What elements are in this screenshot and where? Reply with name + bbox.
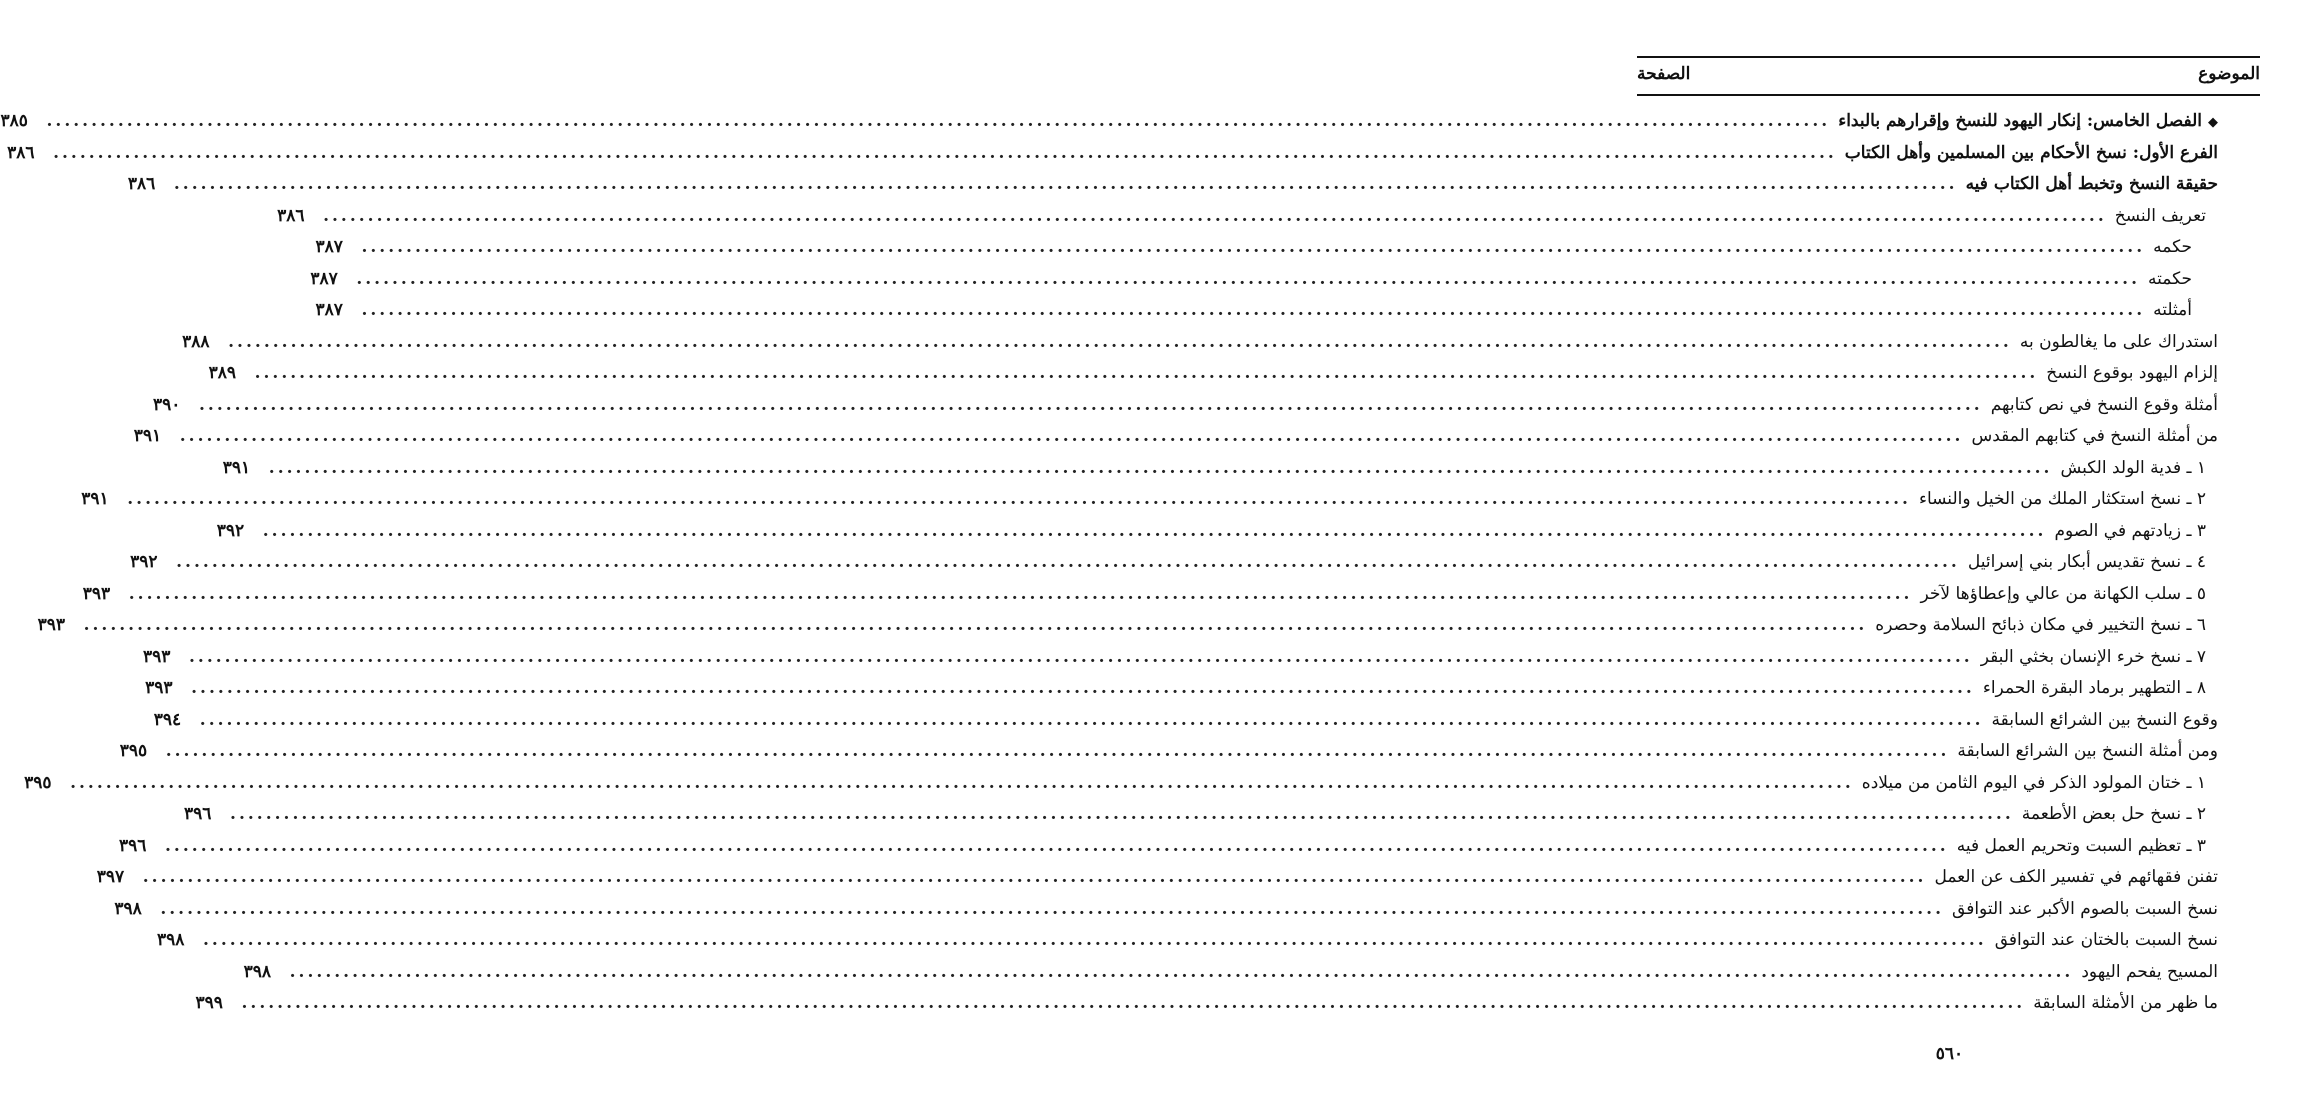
toc-entry-title: ما ظهر من الأمثلة السابقة	[2033, 993, 2218, 1013]
toc-entry-title: أمثلة وقوع النسخ في نص كتابهم	[1990, 394, 2218, 415]
toc-entry	[127, 173, 2218, 205]
toc-entry	[182, 331, 2218, 363]
toc-entry	[133, 425, 2218, 457]
toc-entry-title: نسخ السبت بالختان عند التوافق	[1994, 930, 2218, 950]
toc-entry	[243, 961, 2218, 993]
toc-entry	[195, 992, 2218, 1024]
toc-entry-title: ومن أمثلة النسخ بين الشرائع السابقة	[1957, 741, 2218, 761]
toc-entry-page: ٣٨٧	[310, 268, 338, 289]
toc-entry-title: من أمثلة النسخ في كتابهم المقدس	[1971, 426, 2218, 446]
toc-entry-page: ٣٩١	[81, 489, 109, 509]
toc-entry-page: ٣٩٨	[114, 898, 142, 919]
topic-column-label: الموضوع	[2198, 64, 2260, 84]
toc-entry-title: وقوع النسخ بين الشرائع السابقة	[1991, 709, 2218, 730]
toc-entry-page: ٣٨٨	[182, 331, 210, 352]
toc-entry-title: ٦ ـ نسخ التخيير في مكان ذبائح السلامة وحصره	[1875, 615, 2206, 635]
toc-entry-title: ١ ـ فدية الولد الكبش	[2060, 457, 2206, 478]
toc-entry-title: أمثلته	[2153, 300, 2192, 320]
toc-entry-title: حكمه	[2153, 237, 2192, 257]
dot-leader: ........................................................................................................................................................................................................	[46, 111, 1831, 131]
toc-entry-page: ٣٩٠	[153, 394, 181, 415]
dot-leader: ........................................................................................................................................................................................................	[70, 772, 1854, 793]
dot-leader: ........................................................................................................................................................................................................	[165, 741, 1950, 761]
toc-entry-page: ٣٩٨	[243, 961, 272, 982]
dot-leader: ........................................................................................................................................................................................................	[142, 867, 1927, 887]
toc-entry	[119, 740, 2218, 772]
toc-entry-page: ٣٨٩	[208, 363, 236, 383]
toc-entry	[277, 205, 2218, 237]
dot-leader: ........................................................................................................................................................................................................	[361, 237, 2146, 257]
toc-entry-title: إلزام اليهود بوقوع النسخ	[2046, 363, 2218, 383]
dot-leader: ........................................................................................................................................................................................................	[199, 394, 1983, 415]
dot-leader: ........................................................................................................................................................................................................	[173, 174, 1958, 194]
toc-entry	[153, 394, 2218, 426]
toc-entry	[145, 677, 2218, 709]
dot-leader: ........................................................................................................................................................................................................	[189, 646, 1973, 667]
toc-entry-page: ٣٩١	[222, 457, 251, 478]
toc-entry-title: الفرع الأول: نسخ الأحكام بين المسلمين وأهل الكتاب	[1844, 142, 2218, 163]
dot-leader: ........................................................................................................................................................................................................	[199, 709, 1984, 730]
dot-leader: ........................................................................................................................................................................................................	[83, 615, 1868, 635]
toc-entry-title: ٧ ـ نسخ خرء الإنسان بخثي البقر	[1980, 646, 2206, 667]
toc-entry	[82, 583, 2218, 615]
toc-entry	[315, 299, 2218, 331]
dot-leader: ........................................................................................................................................................................................................	[228, 331, 2012, 352]
toc-entry-page: ٣٩٥	[24, 772, 52, 793]
dot-leader: ........................................................................................................................................................................................................	[323, 205, 2107, 226]
page-column-label: الصفحة	[1637, 64, 1691, 84]
toc-entry-title: حكمته	[2148, 268, 2192, 289]
toc-entry-title: تعريف النسخ	[2114, 205, 2206, 226]
toc-entry-page: ٣٨٧	[315, 237, 343, 257]
toc-entry	[143, 646, 2218, 678]
toc-entry-page: ٣٩٨	[157, 930, 185, 950]
toc-entry	[96, 866, 2218, 898]
dot-leader: ........................................................................................................................................................................................................	[128, 583, 1913, 604]
toc-entry-title: المسيح يفحم اليهود	[2081, 961, 2218, 982]
toc-entry	[315, 236, 2218, 268]
toc-entry-page: ٣٩١	[133, 426, 162, 446]
dot-leader: ........................................................................................................................................................................................................	[356, 268, 2141, 289]
toc-entry-page: ٣٩٤	[153, 709, 182, 730]
toc-entry	[310, 268, 2218, 300]
toc-entry-page: ٣٨٦	[7, 142, 35, 163]
toc-entry-title: ٥ ـ سلب الكهانة من عالي وإعطاؤها لآخر	[1920, 583, 2206, 604]
toc-entry	[222, 457, 2218, 489]
toc-entry-page: ٣٩٩	[195, 993, 223, 1013]
dot-leader: ........................................................................................................................................................................................................	[241, 993, 2026, 1013]
page-number: ٥٦٠	[1935, 1044, 1964, 1064]
toc-entry-page: ٣٩٧	[96, 867, 125, 887]
toc-entry-title: ١ ـ ختان المولود الذكر في اليوم الثامن من ميلاده	[1861, 772, 2206, 793]
toc-entry-page: ٣٨٧	[315, 300, 343, 320]
toc-list	[0, 110, 2218, 1024]
dot-leader: ........................................................................................................................................................................................................	[262, 520, 2047, 541]
dot-leader: ........................................................................................................................................................................................................	[230, 804, 2014, 824]
toc-entry-page: ٣٩٢	[216, 520, 245, 541]
toc-entry	[153, 709, 2218, 741]
dot-leader: ........................................................................................................................................................................................................	[53, 142, 1837, 163]
dot-leader: ........................................................................................................................................................................................................	[289, 961, 2074, 982]
dot-leader: ........................................................................................................................................................................................................	[160, 898, 1945, 919]
dot-leader: ........................................................................................................................................................................................................	[176, 552, 1960, 572]
toc-entry	[216, 520, 2218, 552]
toc-entry-title: استدراك على ما يغالطون به	[2019, 331, 2218, 352]
toc-entry-page: ٣٩٦	[184, 804, 212, 824]
toc-entry	[119, 835, 2218, 867]
toc-entry-title: نسخ السبت بالصوم الأكبر عند التوافق	[1952, 898, 2218, 919]
toc-entry-page: ٣٩٢	[130, 552, 158, 572]
dot-leader: ........................................................................................................................................................................................................	[254, 363, 2039, 383]
dot-leader: ........................................................................................................................................................................................................	[179, 426, 1964, 446]
toc-entry-title: تفنن فقهائهم في تفسير الكف عن العمل	[1934, 867, 2218, 887]
toc-entry	[184, 803, 2218, 835]
dot-leader: ........................................................................................................................................................................................................	[203, 930, 1987, 950]
toc-header	[1637, 56, 2260, 96]
toc-entry-page: ٣٨٦	[277, 205, 305, 226]
toc-entry-title: الفصل الخامس: إنكار اليهود للنسخ وإقرارهم بالبداء	[1838, 111, 2202, 131]
toc-entry-title: ٣ ـ زيادتهم في الصوم	[2054, 520, 2206, 541]
toc-entry	[157, 929, 2218, 961]
dot-leader: ........................................................................................................................................................................................................	[165, 835, 1949, 856]
toc-entry	[114, 898, 2218, 930]
toc-entry-page: ٣٨٦	[127, 174, 156, 194]
toc-entry-title: حقيقة النسخ وتخبط أهل الكتاب فيه	[1965, 174, 2218, 194]
toc-entry	[24, 772, 2218, 804]
toc-entry	[208, 362, 2218, 394]
dot-leader: ........................................................................................................................................................................................................	[127, 489, 1911, 509]
dot-leader: ........................................................................................................................................................................................................	[268, 457, 2053, 478]
toc-entry	[81, 488, 2218, 520]
toc-entry-page: ٣٩٦	[119, 835, 147, 856]
toc-entry	[0, 110, 2218, 142]
toc-entry-page: ٣٨٥	[0, 111, 28, 131]
toc-entry-page: ٣٩٣	[82, 583, 111, 604]
toc-entry	[7, 142, 2218, 174]
dot-leader: ........................................................................................................................................................................................................	[361, 300, 2146, 320]
toc-entry-title: ٢ ـ نسخ استكثار الملك من الخيل والنساء	[1918, 489, 2206, 509]
toc-entry-page: ٣٩٣	[145, 678, 173, 698]
toc-entry-page: ٣٩٥	[119, 741, 148, 761]
toc-entry-title: ٢ ـ نسخ حل بعض الأطعمة	[2021, 804, 2206, 824]
toc-entry-title: ٤ ـ نسخ تقديس أبكار بني إسرائيل	[1967, 552, 2206, 572]
toc-entry-title: ٣ ـ تعظيم السبت وتحريم العمل فيه	[1956, 835, 2206, 856]
toc-entry	[37, 614, 2218, 646]
dot-leader: ........................................................................................................................................................................................................	[191, 678, 1975, 698]
toc-entry	[130, 551, 2218, 583]
toc-entry-page: ٣٩٣	[37, 615, 65, 635]
toc-entry-title: ٨ ـ التطهير برماد البقرة الحمراء	[1982, 678, 2206, 698]
toc-entry-page: ٣٩٣	[143, 646, 171, 667]
diamond-bullet-icon: ◆	[2208, 115, 2218, 130]
